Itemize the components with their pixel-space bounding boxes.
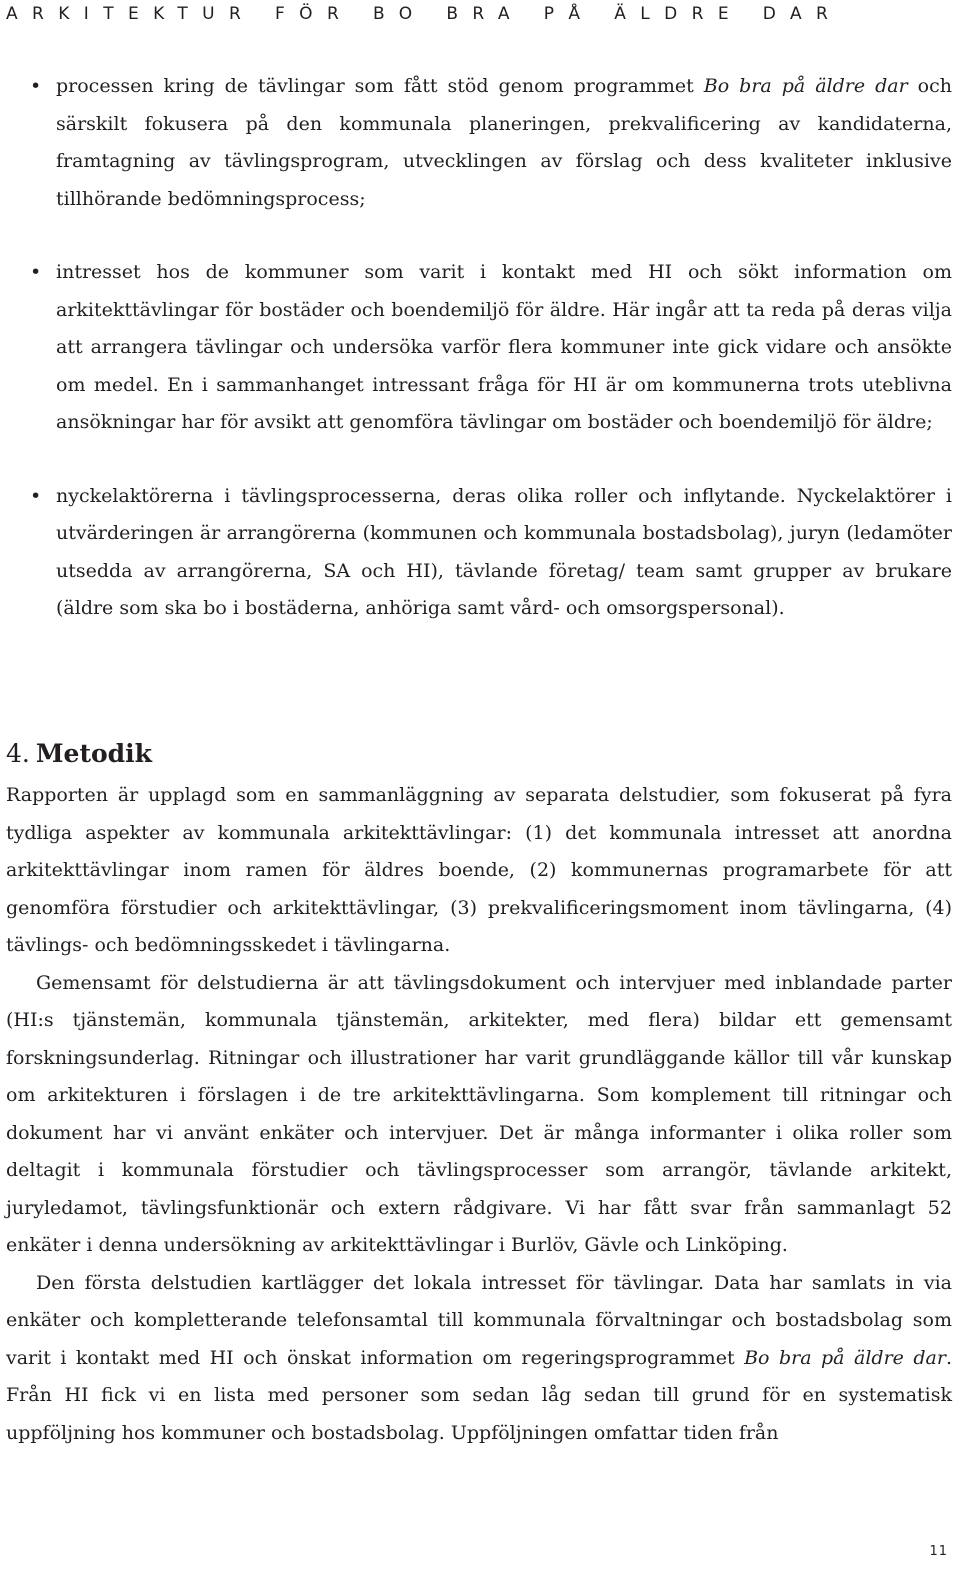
list-item	[30, 68, 952, 218]
bullet-icon: •	[30, 75, 42, 97]
page-number: 11	[929, 1544, 948, 1559]
paragraph: Rapporten är upplagd som en sammanläggning av separata delstudier, som fokuserat på fyra tydliga aspekter av kommunala arkitekttävlingar: (1) det kommunala intresset att anordna arkitekttävlingar inom ramen för äldres boende, (2) kommunernas programarbete för att genomföra förstudier och arkitekttävlingar, (3) prekvalificeringsmoment inom tävlingarna, (4) tävlings- och bedömningsskedet i tävlingarna.	[6, 784, 952, 956]
body-text	[6, 777, 952, 1452]
list-item	[30, 478, 952, 628]
bullet-text: och särskilt fokusera på den kommunala planeringen, prekvalificering av kandidaterna, framtagning av tävlingsprogram, utvecklingen av förslag och dess kvaliteter inklusive tillhörande bedömningsprocess;	[56, 75, 953, 210]
running-header: ARKITEKTUR FÖR BO BRA PÅ ÄLDRE DAR	[6, 4, 843, 24]
paragraph	[6, 1265, 952, 1453]
bullet-list	[30, 68, 952, 664]
section-heading	[6, 736, 152, 772]
bullet-icon: •	[30, 484, 42, 507]
paragraph-text: . Från HI fick vi en lista med personer som sedan låg sedan till grund för en systematisk uppföljning hos kommuner och bostadsbolag. Uppföljningen omfattar tiden från	[6, 1346, 952, 1444]
paragraph-text: Den första delstudien kartlägger det lokala intresset för tävlingar. Data har samlats in via enkäter och kompletterande telefonsamtal till kommunala förvaltningar och bostadsbolag som varit i kontakt med HI och önskat information om regeringsprogrammet	[6, 1271, 952, 1369]
bullet-text: processen kring de tävlingar som fått stöd genom programmet	[56, 75, 704, 97]
bullet-text: intresset hos de kommuner som varit i kontakt med HI och sökt information om arkitekttävlingar för bostäder och boendemiljö för äldre. Här ingår att ta reda på deras vilja att arrangera tävlingar och undersöka varför flera kommuner inte gick vidare och ansökte om medel. En i sammanhanget intressant fråga för HI är om kommunerna trots uteblivna ansökningar har för avsikt att genomföra tävlingar om bostäder och boendemiljö för äldre;	[56, 261, 952, 433]
program-name: Bo bra på äldre dar	[703, 75, 908, 97]
section-title: Metodik	[35, 739, 152, 768]
bullet-icon: •	[30, 261, 42, 283]
bullet-text: nyckelaktörerna i tävlingsprocesserna, deras olika roller och inflytande. Nyckelaktörer i utvärderingen är arrangörerna (kommunen och kommunala bostadsbolag), juryn (ledamöter utsedda av arrangörerna, SA och HI), tävlande företag/ team samt grupper av brukare (äldre som ska bo i bostäderna, anhöriga samt vård- och omsorgspersonal).	[56, 484, 952, 619]
paragraph: Gemensamt för delstudierna är att tävlingsdokument och intervjuer med inblandade parter (HI:s tjänstemän, kommunala tjänstemän, arkitekter, med flera) bildar ett gemensamt forskningsunderlag. Ritningar och illustrationer har varit grundläggande källor till vår kunskap om arkitekturen i förslagen i de tre arkitekttävlingarna. Som komplement till ritningar och dokument har vi använt enkäter och intervjuer. Det är många informanter i olika roller som deltagit i kommunala förstudier och tävlingsprocesser som arrangör, tävlande arkitekt, juryledamot, tävlingsfunktionär och extern rådgivare. Vi har fått svar från sammanlagt 52 enkäter i denna undersökning av arkitekttävlingar i Burlöv, Gävle och Linköping.	[6, 971, 952, 1256]
program-name: Bo bra på äldre dar	[744, 1346, 946, 1369]
list-item	[30, 254, 952, 442]
section-number: 4.	[6, 739, 30, 768]
